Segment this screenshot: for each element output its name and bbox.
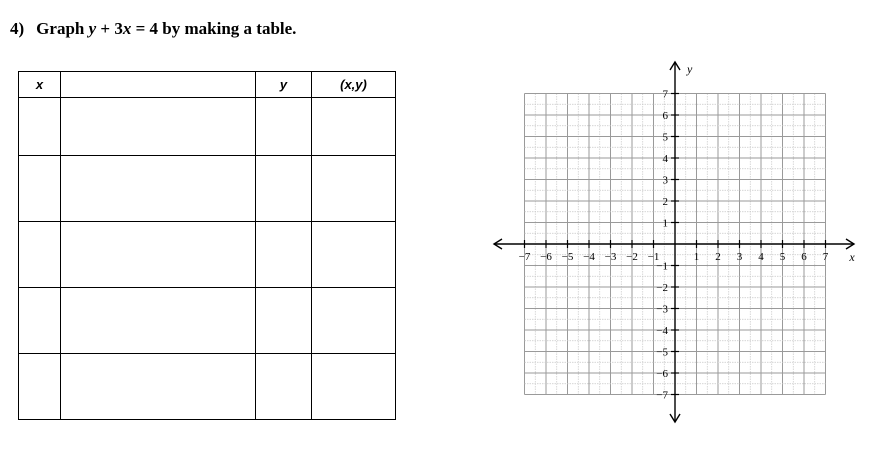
x-tick-label: −5 bbox=[561, 251, 574, 263]
header-xy: (x,y) bbox=[312, 72, 396, 98]
y-tick-label: −7 bbox=[656, 389, 668, 402]
x-tick-label: 3 bbox=[736, 251, 743, 263]
y-tick-label: −4 bbox=[656, 325, 668, 337]
cell-work[interactable] bbox=[61, 98, 256, 156]
table-row bbox=[19, 222, 396, 288]
cell-y[interactable] bbox=[256, 288, 312, 354]
cell-y[interactable] bbox=[256, 98, 312, 156]
cell-y[interactable] bbox=[256, 156, 312, 222]
x-tick-label: −2 bbox=[626, 251, 638, 263]
cell-work[interactable] bbox=[61, 156, 256, 222]
x-tick-label: 1 bbox=[693, 251, 700, 263]
y-tick-label: 7 bbox=[662, 88, 668, 101]
cell-x[interactable] bbox=[19, 222, 61, 288]
equation-variable-y: y bbox=[88, 19, 97, 38]
x-tick-label: 4 bbox=[758, 251, 764, 263]
table-header-row bbox=[19, 72, 396, 98]
y-tick-label: 6 bbox=[662, 110, 668, 122]
cell-xy[interactable] bbox=[312, 354, 396, 420]
equation-variable-x: x bbox=[122, 19, 132, 38]
x-tick-label: 2 bbox=[715, 251, 721, 263]
x-tick-label: −3 bbox=[604, 251, 617, 263]
cell-xy[interactable] bbox=[312, 288, 396, 354]
y-tick-label: 5 bbox=[662, 131, 668, 144]
cell-xy[interactable] bbox=[312, 98, 396, 156]
cell-work[interactable] bbox=[61, 288, 256, 354]
coordinate-plane-svg[interactable] bbox=[486, 58, 866, 428]
x-tick-label: −6 bbox=[540, 251, 552, 263]
cell-xy[interactable] bbox=[312, 222, 396, 288]
y-tick-label: −6 bbox=[656, 368, 668, 380]
coordinate-plane[interactable] bbox=[486, 58, 866, 428]
cell-x[interactable] bbox=[19, 288, 61, 354]
header-work bbox=[61, 72, 256, 98]
x-tick-label: 6 bbox=[801, 251, 807, 263]
y-tick-label: 3 bbox=[662, 174, 668, 187]
table-row bbox=[19, 156, 396, 222]
x-tick-label: 5 bbox=[779, 251, 786, 263]
cell-xy[interactable] bbox=[312, 156, 396, 222]
problem-statement bbox=[10, 19, 296, 39]
y-axis-label: y bbox=[687, 62, 693, 76]
x-axis-label: x bbox=[849, 250, 855, 264]
cell-x[interactable] bbox=[19, 98, 61, 156]
y-tick-label: 2 bbox=[662, 196, 668, 208]
y-tick-label: 1 bbox=[662, 217, 668, 230]
table-row bbox=[19, 98, 396, 156]
problem-text-start: Graph bbox=[36, 19, 89, 38]
y-tick-label: 4 bbox=[662, 153, 668, 165]
cell-y[interactable] bbox=[256, 222, 312, 288]
cell-x[interactable] bbox=[19, 354, 61, 420]
cell-work[interactable] bbox=[61, 222, 256, 288]
header-x: x bbox=[19, 72, 61, 98]
y-tick-label: −3 bbox=[656, 303, 668, 316]
problem-number: 4) bbox=[10, 19, 25, 38]
x-tick-label: −1 bbox=[647, 251, 660, 263]
xy-table bbox=[18, 71, 396, 420]
x-tick-label: −7 bbox=[518, 251, 531, 263]
equation-middle: + 3 bbox=[96, 19, 123, 38]
y-tick-label: −2 bbox=[656, 282, 668, 294]
table-row bbox=[19, 354, 396, 420]
cell-x[interactable] bbox=[19, 156, 61, 222]
cell-y[interactable] bbox=[256, 354, 312, 420]
y-tick-label: −1 bbox=[656, 260, 668, 273]
table-row bbox=[19, 288, 396, 354]
x-tick-label: 7 bbox=[822, 251, 829, 263]
problem-text-end: = 4 by making a table. bbox=[131, 19, 297, 38]
cell-work[interactable] bbox=[61, 354, 256, 420]
x-tick-label: −4 bbox=[583, 251, 595, 263]
header-y: y bbox=[256, 72, 312, 98]
y-tick-label: −5 bbox=[656, 346, 668, 359]
